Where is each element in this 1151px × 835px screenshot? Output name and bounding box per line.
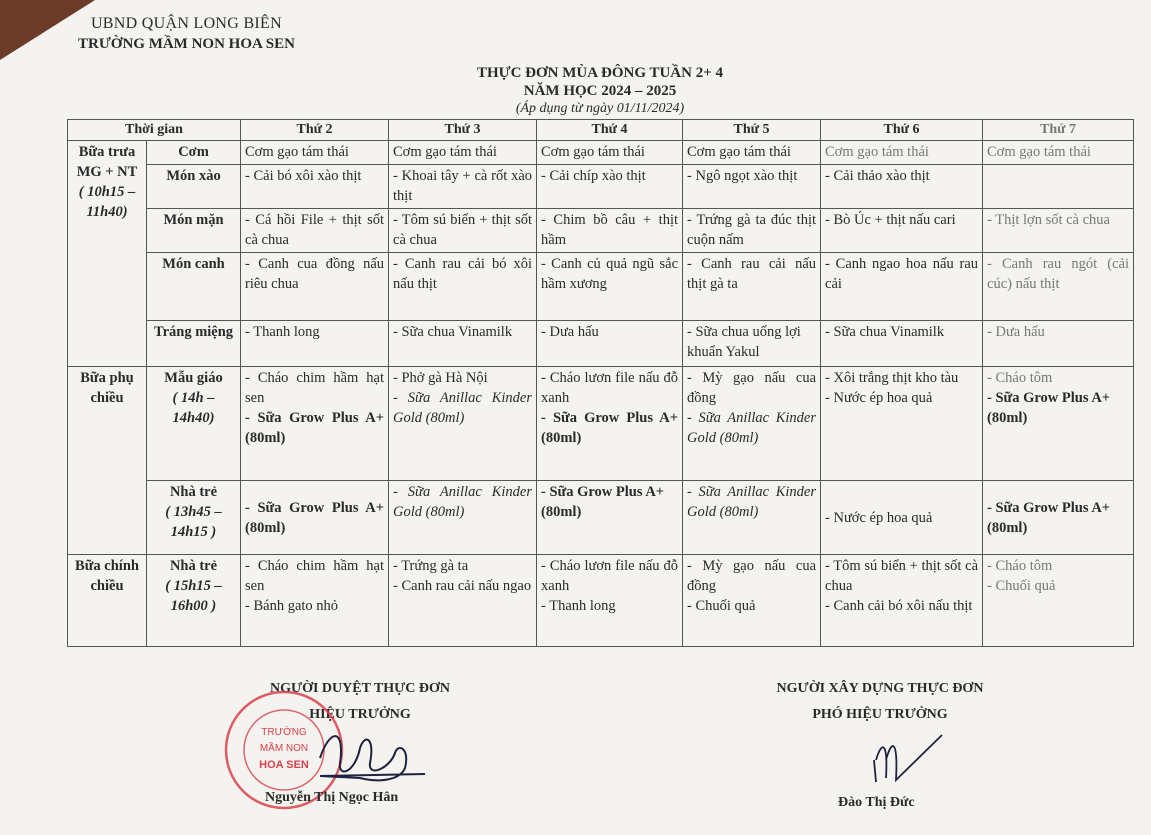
- menu-cell: [983, 555, 1134, 647]
- menu-cell: - Cá hồi File + thịt sốt cà chua: [241, 209, 389, 253]
- menu-cell: [683, 555, 821, 647]
- menu-item: - Nước ép hoa quả: [825, 390, 933, 406]
- menu-cell: - Sữa Grow Plus A+ (80ml): [241, 481, 389, 555]
- header-day: Thứ 6: [821, 120, 983, 141]
- title-line-2: NĂM HỌC 2024 – 2025: [523, 83, 677, 99]
- stamp-text-bottom: HOA SEN: [259, 759, 309, 771]
- menu-item: - Cháo lươn file nấu đỗ xanh: [541, 370, 679, 406]
- menu-cell: Cơm gạo tám thái: [537, 141, 683, 165]
- authority-name: UBND QUẬN LONG BIÊN: [90, 15, 282, 32]
- menu-cell: - Canh rau cải nấu thịt gà ta: [683, 253, 821, 321]
- stamp-text-top: TRƯỜNG: [261, 727, 307, 738]
- menu-cell: - Bò Úc + thịt nấu cari: [821, 209, 983, 253]
- principal-signature: [300, 718, 430, 788]
- lunch-time: ( 10h15 – 11h40): [78, 184, 136, 220]
- menu-cell: - Khoai tây + cà rốt xào thịt: [389, 165, 537, 209]
- table-row: [68, 555, 1134, 647]
- dinner-group: Bữa chính chiều: [68, 555, 147, 647]
- menu-cell: [241, 555, 389, 647]
- menu-cell: - Dưa hấu: [537, 321, 683, 367]
- row-label: Cơm: [147, 141, 241, 165]
- lunch-group: [68, 141, 147, 367]
- menu-item: - Trứng gà ta: [393, 558, 469, 574]
- dinner-nt-label: Nhà trẻ: [169, 558, 218, 574]
- approver-title: NGƯỜI DUYỆT THỰC ĐƠN: [269, 681, 451, 696]
- document-header: [78, 14, 295, 54]
- menu-item: - Bánh gato nhỏ: [245, 598, 339, 614]
- table-header-row: [68, 120, 1134, 141]
- menu-item: - Sữa Grow Plus A+ (80ml): [541, 410, 679, 446]
- header-day: Thứ 5: [683, 120, 821, 141]
- menu-cell: Cơm gạo tám thái: [821, 141, 983, 165]
- menu-cell: - Cải thảo xào thịt: [821, 165, 983, 209]
- mg-label-cell: [147, 367, 241, 481]
- mg-time: ( 14h – 14h40): [172, 390, 215, 426]
- menu-cell: - Canh củ quả ngũ sắc hầm xương: [537, 253, 683, 321]
- mg-label: Mẫu giáo: [164, 370, 223, 386]
- menu-cell: Cơm gạo tám thái: [241, 141, 389, 165]
- menu-cell: [983, 367, 1134, 481]
- row-label: Món xào: [147, 165, 241, 209]
- menu-cell: - Sữa Anillac Kinder Gold (80ml): [683, 481, 821, 555]
- row-label: Tráng miệng: [147, 321, 241, 367]
- menu-cell: - Canh cua đồng nấu riêu chua: [241, 253, 389, 321]
- menu-cell: [983, 165, 1134, 209]
- nt-label: Nhà trẻ: [169, 484, 218, 500]
- menu-cell: [821, 555, 983, 647]
- row-label: Món mặn: [147, 209, 241, 253]
- table-row: [68, 367, 1134, 481]
- menu-cell: - Tôm sú biển + thịt sốt cà chua: [389, 209, 537, 253]
- builder-name: Đào Thị Đức: [838, 795, 915, 810]
- table-row: [68, 141, 1134, 165]
- menu-cell: - Sữa chua Vinamilk: [821, 321, 983, 367]
- menu-cell: - Canh ngao hoa nấu rau cải: [821, 253, 983, 321]
- snack-group: Bữa phụ chiều: [68, 367, 147, 555]
- menu-cell: Cơm gạo tám thái: [983, 141, 1134, 165]
- menu-cell: - Thanh long: [241, 321, 389, 367]
- menu-item: - Cháo lươn file nấu đỗ xanh: [541, 558, 679, 594]
- menu-item: - Mỳ gạo nấu cua đồng: [687, 558, 817, 594]
- vice-principal-signature: [862, 730, 952, 785]
- menu-cell: - Sữa chua uống lợi khuẩn Yakul: [683, 321, 821, 367]
- builder-role: PHÓ HIỆU TRƯỞNG: [812, 707, 948, 722]
- menu-cell: - Cải chíp xào thịt: [537, 165, 683, 209]
- dinner-nt-time: ( 15h15 – 16h00 ): [165, 578, 222, 614]
- menu-item: - Cháo tôm: [987, 558, 1053, 574]
- menu-cell: - Sữa Grow Plus A+ (80ml): [537, 481, 683, 555]
- menu-cell: - Nước ép hoa quả: [821, 481, 983, 555]
- school-name: TRƯỜNG MẦM NON HOA SEN: [78, 36, 295, 52]
- menu-item: - Xôi trắng thịt kho tàu: [825, 370, 959, 386]
- menu-item: - Sữa Grow Plus A+ (80ml): [245, 410, 385, 446]
- header-day: Thứ 7: [983, 120, 1134, 141]
- menu-cell: - Sữa Anillac Kinder Gold (80ml): [389, 481, 537, 555]
- table-row: [68, 253, 1134, 321]
- table-row: [68, 321, 1134, 367]
- menu-cell: - Trứng gà ta đúc thịt cuộn nấm: [683, 209, 821, 253]
- header-time: Thời gian: [68, 120, 241, 141]
- menu-cell: - Cải bó xôi xào thịt: [241, 165, 389, 209]
- menu-cell: - Canh rau cải bó xôi nấu thịt: [389, 253, 537, 321]
- header-day: Thứ 3: [389, 120, 537, 141]
- title-line-1: THỰC ĐƠN MÙA ĐÔNG TUẦN 2+ 4: [476, 65, 724, 81]
- menu-item: - Cháo chim hầm hạt sen: [245, 370, 385, 406]
- table-row: [68, 165, 1134, 209]
- menu-cell: - Chim bồ câu + thịt hầm: [537, 209, 683, 253]
- menu-item: - Tôm sú biển + thịt sốt cà chua: [825, 558, 979, 594]
- menu-cell: [537, 367, 683, 481]
- menu-item: - Mỳ gạo nấu cua đồng: [687, 370, 817, 406]
- nt-time: ( 13h45 – 14h15 ): [165, 504, 222, 540]
- menu-cell: - Sữa Grow Plus A+ (80ml): [983, 481, 1134, 555]
- menu-item: - Chuối quả: [687, 598, 756, 614]
- approver-role: HIỆU TRƯỞNG: [309, 707, 411, 722]
- menu-cell: [389, 367, 537, 481]
- menu-cell: [241, 367, 389, 481]
- nt-label-cell: [147, 481, 241, 555]
- menu-item: - Canh cải bó xôi nấu thịt: [825, 598, 973, 614]
- menu-cell: - Canh rau ngót (cải cúc) nấu thịt: [983, 253, 1134, 321]
- menu-item: - Thanh long: [541, 598, 616, 614]
- menu-cell: - Sữa chua Vinamilk: [389, 321, 537, 367]
- dinner-nt-label-cell: [147, 555, 241, 647]
- menu-item: - Sữa Anillac Kinder Gold (80ml): [393, 390, 533, 426]
- menu-item: - Chuối quả: [987, 578, 1056, 594]
- menu-cell: - Ngô ngọt xào thịt: [683, 165, 821, 209]
- menu-item: - Cháo chim hầm hạt sen: [245, 558, 385, 594]
- menu-cell: Cơm gạo tám thái: [389, 141, 537, 165]
- title-line-3: (Áp dụng từ ngày 01/11/2024): [515, 101, 685, 116]
- menu-cell: - Dưa hấu: [983, 321, 1134, 367]
- builder-title: NGƯỜI XÂY DỰNG THỰC ĐƠN: [776, 681, 984, 696]
- header-day: Thứ 4: [537, 120, 683, 141]
- menu-cell: Cơm gạo tám thái: [683, 141, 821, 165]
- builder-block: [745, 676, 1015, 728]
- menu-item: - Canh rau cải nấu ngao: [393, 578, 532, 594]
- menu-item: - Sữa Anillac Kinder Gold (80ml): [687, 410, 817, 446]
- menu-cell: [683, 367, 821, 481]
- lunch-label: Bữa trưa MG + NT: [76, 144, 138, 180]
- table-row: [68, 481, 1134, 555]
- menu-item: - Sữa Grow Plus A+ (80ml): [987, 390, 1111, 426]
- menu-table: [67, 119, 1134, 647]
- menu-cell: [389, 555, 537, 647]
- menu-cell: - Thịt lợn sốt cà chua: [983, 209, 1134, 253]
- table-row: [68, 209, 1134, 253]
- document-title: [390, 64, 810, 118]
- menu-cell: [537, 555, 683, 647]
- header-day: Thứ 2: [241, 120, 389, 141]
- menu-cell: [821, 367, 983, 481]
- row-label: Món canh: [147, 253, 241, 321]
- menu-item: - Phở gà Hà Nội: [393, 370, 488, 386]
- stamp-text-mid: MẦM NON: [259, 743, 309, 754]
- menu-item: - Cháo tôm: [987, 370, 1053, 386]
- approver-name: Nguyễn Thị Ngọc Hân: [265, 790, 399, 805]
